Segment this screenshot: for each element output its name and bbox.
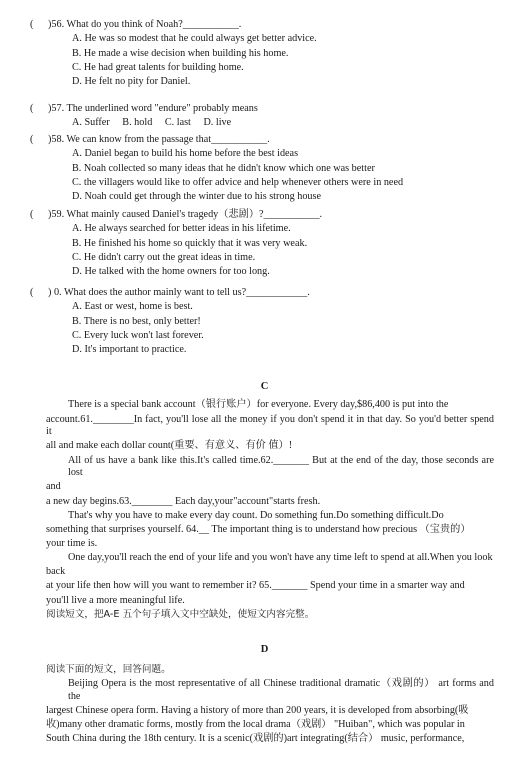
option-a: A. Suffer: [72, 117, 110, 129]
option-a: A. He always searched for better ideas in his lifetime.: [72, 223, 291, 235]
section-c-passage: [46, 398, 494, 622]
question-57: [30, 103, 510, 132]
instruction-line: 阅读短文，把A-E 五个句子填入文中空缺处，使短文内容完整。: [46, 608, 315, 620]
option-c: C. the villagers would like to offer advice and help whenever others were in need: [72, 177, 404, 189]
question-stem: )59. What mainly caused Daniel's tragedy（悲剧）?___________.: [48, 209, 323, 220]
question-stem: ) 0. What does the author mainly want to tell us?____________.: [48, 287, 310, 298]
question-58: [30, 134, 510, 206]
question-56: [30, 19, 510, 91]
passage-line: largest Chinese opera form. Having a history of more than 200 years, it is developed from absorbing(吸: [46, 704, 469, 716]
passage-line: That's why you have to make every day count. Do something fun.Do something difficult.Do: [68, 509, 444, 521]
passage-line: One day,you'll reach the end of your life and you won't have any time left to spend at all.When you look: [68, 552, 493, 564]
passage-line: at your life then how will you want to remember it? 65._______ Spend your time in a smarter way and: [46, 580, 465, 592]
option-d: D. He talked with the home owners for too long.: [72, 266, 270, 278]
answer-paren[interactable]: (: [30, 103, 34, 114]
option-c: C. He didn't carry out the great ideas in time.: [72, 252, 256, 264]
option-d: D. Noah could get through the winter due to his strong house: [72, 191, 321, 203]
section-d-title: D: [260, 644, 269, 655]
passage-line: Beijing Opera is the most representative of all Chinese traditional dramatic（戏剧的） art forms and the: [68, 677, 494, 702]
option-a: A. Daniel began to build his home before the best ideas: [72, 148, 299, 160]
option-d: D. It's important to practice.: [72, 344, 187, 356]
option-c: C. He had great talents for building home.: [72, 62, 244, 74]
option-b: B. He finished his home so quickly that it was very weak.: [72, 237, 308, 249]
passage-line: and: [46, 481, 61, 493]
option-b: B. He made a wise decision when building his home.: [72, 47, 289, 59]
option-b: B. hold: [122, 117, 153, 129]
option-d: D. He felt no pity for Daniel.: [72, 76, 191, 88]
passage-line: All of us have a bank like this.It's called time.62._______ But at the end of the day, those seconds are lost: [68, 454, 494, 479]
passage-line: South China during the 18th century. It is a scenic(戏剧的)art integrating(结合） music, performance,: [46, 732, 465, 744]
passage-line: back: [46, 566, 66, 578]
question-59: [30, 209, 510, 281]
passage-line: all and make each dollar count(重要、有意义、有价 值）!: [46, 440, 293, 452]
passage-line: your time is.: [46, 538, 98, 550]
section-c-title: C: [260, 381, 269, 392]
option-b: B. Noah collected so many ideas that he didn't know which one was better: [72, 162, 375, 174]
option-b: B. There is no best, only better!: [72, 315, 201, 327]
passage-line: a new day begins.63.________ Each day,your"account"starts fresh.: [46, 495, 321, 507]
option-a: A. He was so modest that he could always get better advice.: [72, 33, 317, 45]
passage-line: There is a special bank account（银行账户）for everyone. Every day,$86,400 is put into the: [68, 399, 449, 411]
option-c: C. last: [164, 117, 191, 129]
option-d: D. live: [203, 117, 232, 129]
passage-line: account.61.________In fact, you'll lose all the money if you don't spend it in that day. So you'd better spend it: [46, 413, 494, 438]
passage-line: something that surprises yourself. 64.__ The important thing is to understand how precious （宝贵的）: [46, 523, 471, 535]
instruction-line: 阅读下面的短文，回答问题。: [46, 664, 171, 676]
section-d-passage: [46, 663, 494, 747]
question-stem: )56. What do you think of Noah?___________.: [48, 19, 242, 30]
question-stem: )57. The underlined word "endure" probably means: [48, 103, 258, 114]
passage-line: you'll live a more meaningful life.: [46, 594, 185, 606]
option-c: C. Every luck won't last forever.: [72, 330, 204, 342]
option-a: A. East or west, home is best.: [72, 301, 193, 313]
answer-paren[interactable]: (: [30, 19, 34, 30]
answer-paren[interactable]: (: [30, 209, 34, 220]
question-stem: )58. We can know from the passage that___________.: [48, 134, 270, 145]
passage-line: 收)many other dramatic forms, mostly from the local drama（戏剧） "Huiban", which was popular in: [46, 718, 465, 730]
answer-paren[interactable]: (: [30, 287, 34, 298]
question-60: [30, 287, 510, 359]
answer-paren[interactable]: (: [30, 134, 34, 145]
